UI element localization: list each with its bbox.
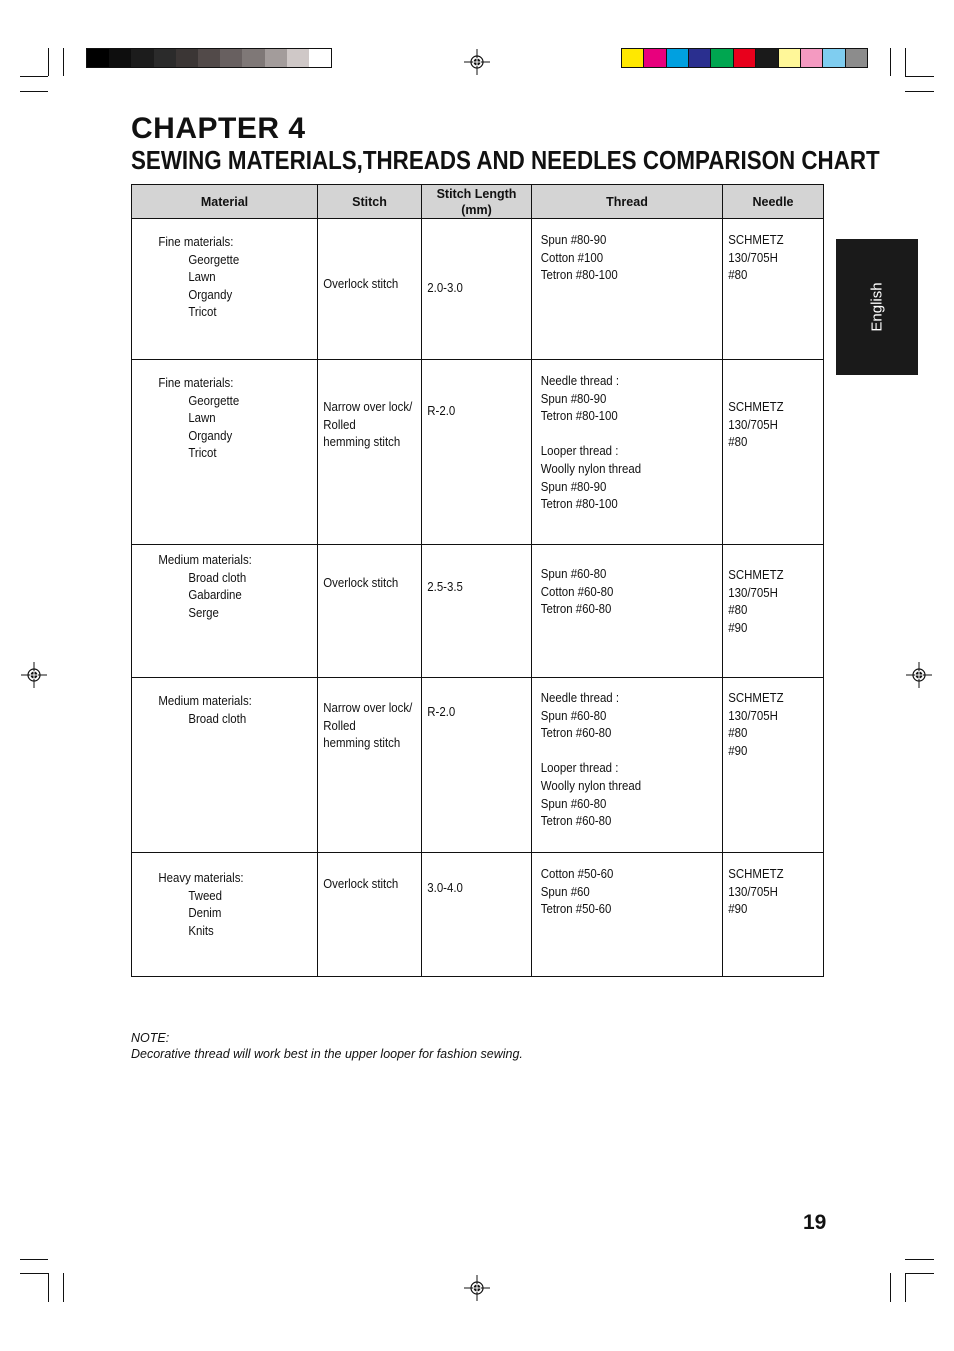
material-cell (132, 219, 318, 360)
note (131, 1030, 523, 1062)
material-cell (132, 678, 318, 853)
needle-cell (723, 545, 824, 678)
registration-target-icon (906, 662, 932, 688)
material-name: Tricot (188, 304, 217, 320)
thread-line: Needle thread : (540, 690, 620, 705)
stitch-line: Rolled (323, 717, 356, 733)
crop-mark (905, 1273, 934, 1274)
thread-cell (532, 853, 723, 977)
needle-line: #80 (728, 602, 748, 618)
stitch-line: Narrow over lock/ (323, 700, 413, 715)
note-text: Decorative thread will work best in the upper looper for fashion sewing. (131, 1047, 523, 1061)
material-name: Tricot (188, 445, 217, 461)
header-stitch-length: Stitch Length (mm) (422, 185, 532, 219)
language-tab-label: English (868, 282, 886, 332)
thread-line (541, 742, 694, 760)
needle-line: SCHMETZ (728, 399, 784, 414)
material-category: Heavy materials: (158, 870, 244, 885)
table-header-row (132, 185, 824, 219)
crop-mark (63, 1273, 64, 1302)
thread-line: Cotton #100 (540, 249, 604, 265)
stitch-length-value: R-2.0 (427, 704, 456, 719)
crop-mark (905, 76, 934, 77)
color-calibration-strip (621, 48, 868, 68)
needle-line: SCHMETZ (728, 866, 784, 881)
needle-line: #80 (728, 267, 748, 283)
language-tab (836, 239, 918, 375)
stitch-length-cell (422, 360, 532, 545)
crop-mark (20, 76, 48, 77)
needle-cell (723, 360, 824, 545)
material-name: Broad cloth (188, 569, 247, 585)
color-swatch (711, 49, 733, 67)
needle-line: 130/705H (728, 584, 778, 600)
needle-cell (723, 853, 824, 977)
page-title: SEWING MATERIALS,THREADS AND NEEDLES COMPARISON CHART (131, 145, 880, 175)
material-cell (132, 360, 318, 545)
stitch-line: Narrow over lock/ (323, 399, 413, 414)
material-name: Tweed (188, 887, 223, 903)
crop-mark (905, 1259, 934, 1260)
thread-line: Cotton #50-60 (540, 866, 614, 881)
material-name: Georgette (188, 251, 240, 267)
gray-swatch (131, 49, 153, 67)
color-swatch (622, 49, 644, 67)
color-swatch (801, 49, 823, 67)
thread-line: Tetron #60-80 (540, 601, 612, 617)
stitch-line: Overlock stitch (323, 276, 399, 291)
material-name: Serge (188, 604, 219, 620)
color-swatch (846, 49, 867, 67)
stitch-line: Overlock stitch (323, 876, 399, 891)
thread-line: Spun #80-90 (540, 390, 607, 406)
stitch-cell (318, 360, 422, 545)
stitch-line: Overlock stitch (323, 575, 399, 590)
thread-line: Spun #80-90 (540, 232, 607, 247)
stitch-length-cell (422, 219, 532, 360)
material-name: Lawn (188, 269, 216, 285)
needle-line: #80 (728, 434, 748, 450)
page-number: 19 (803, 1211, 827, 1234)
needle-line: 130/705H (728, 249, 778, 265)
thread-line: Needle thread : (540, 373, 620, 388)
thread-line: Looper thread : (540, 443, 619, 459)
needle-line: #90 (728, 742, 748, 758)
header-needle: Needle (723, 185, 824, 219)
stitch-length-value: 2.5-3.5 (427, 579, 463, 594)
crop-mark (63, 48, 64, 76)
stitch-cell (318, 219, 422, 360)
color-swatch (689, 49, 711, 67)
crop-mark (890, 1273, 891, 1302)
table-row (132, 219, 824, 360)
note-label: NOTE: (131, 1031, 170, 1045)
color-swatch (779, 49, 801, 67)
material-name: Broad cloth (188, 710, 247, 726)
crop-mark (905, 91, 934, 92)
grayscale-calibration-strip (86, 48, 332, 68)
material-category: Medium materials: (158, 693, 252, 708)
comparison-table (131, 184, 824, 977)
needle-line: SCHMETZ (728, 232, 784, 247)
material-name: Organdy (188, 427, 233, 443)
needle-line: SCHMETZ (728, 567, 784, 582)
thread-line: Woolly nylon thread (540, 777, 642, 793)
gray-swatch (198, 49, 220, 67)
registration-target-icon (21, 662, 47, 688)
crop-mark (905, 48, 906, 76)
crop-mark (890, 48, 891, 76)
color-swatch (644, 49, 666, 67)
gray-swatch (109, 49, 131, 67)
thread-line: Spun #60-80 (540, 795, 607, 811)
chapter-heading: CHAPTER 4 (131, 112, 306, 145)
thread-line: Spun #60-80 (540, 707, 607, 723)
thread-line: Tetron #60-80 (540, 725, 612, 741)
crop-mark (48, 1273, 49, 1302)
crop-mark (20, 91, 48, 92)
stitch-length-value: 2.0-3.0 (427, 280, 463, 295)
thread-line: Tetron #60-80 (540, 813, 612, 829)
material-name: Denim (188, 905, 222, 921)
gray-swatch (309, 49, 331, 67)
needle-line: 130/705H (728, 883, 778, 899)
gray-swatch (242, 49, 264, 67)
material-name: Lawn (188, 410, 216, 426)
thread-line: Spun #60-80 (540, 566, 607, 581)
thread-line: Spun #80-90 (540, 478, 607, 494)
thread-cell (532, 360, 723, 545)
stitch-length-cell (422, 545, 532, 678)
stitch-length-cell (422, 853, 532, 977)
needle-line: 130/705H (728, 416, 778, 432)
material-cell (132, 545, 318, 678)
thread-line: Tetron #80-100 (540, 267, 618, 283)
material-category: Medium materials: (158, 552, 252, 567)
crop-mark (48, 48, 49, 76)
registration-target-icon (464, 1275, 490, 1301)
gray-swatch (87, 49, 109, 67)
thread-line: Cotton #60-80 (540, 583, 614, 599)
thread-line: Spun #60 (540, 883, 590, 899)
material-cell (132, 853, 318, 977)
thread-line: Tetron #80-100 (540, 496, 618, 512)
thread-line: Tetron #50-60 (540, 901, 612, 917)
crop-mark (905, 1273, 906, 1302)
registration-target-icon (464, 49, 490, 75)
material-category: Fine materials: (158, 375, 234, 390)
table-row (132, 853, 824, 977)
thread-cell (532, 678, 723, 853)
needle-line: 130/705H (728, 707, 778, 723)
thread-line: Looper thread : (540, 760, 619, 776)
thread-line: Tetron #80-100 (540, 408, 618, 424)
stitch-line: hemming stitch (323, 735, 401, 751)
thread-cell (532, 545, 723, 678)
needle-line: #90 (728, 619, 748, 635)
material-name: Gabardine (188, 587, 242, 603)
gray-swatch (265, 49, 287, 67)
thread-cell (532, 219, 723, 360)
gray-swatch (154, 49, 176, 67)
gray-swatch (287, 49, 309, 67)
stitch-cell (318, 853, 422, 977)
stitch-line: hemming stitch (323, 434, 401, 450)
header-material: Material (132, 185, 318, 219)
crop-mark (20, 1259, 48, 1260)
header-stitch: Stitch (318, 185, 422, 219)
table-row (132, 360, 824, 545)
thread-line (541, 425, 694, 443)
gray-swatch (220, 49, 242, 67)
color-swatch (756, 49, 778, 67)
header-thread: Thread (532, 185, 723, 219)
color-swatch (734, 49, 756, 67)
material-name: Organdy (188, 286, 233, 302)
needle-cell (723, 678, 824, 853)
needle-line: SCHMETZ (728, 690, 784, 705)
needle-cell (723, 219, 824, 360)
table-row (132, 545, 824, 678)
gray-swatch (176, 49, 198, 67)
material-name: Knits (188, 922, 214, 938)
stitch-cell (318, 678, 422, 853)
stitch-length-cell (422, 678, 532, 853)
stitch-length-value: R-2.0 (427, 403, 456, 418)
stitch-length-value: 3.0-4.0 (427, 880, 463, 895)
thread-line: Woolly nylon thread (540, 460, 642, 476)
material-name: Georgette (188, 392, 240, 408)
needle-line: #80 (728, 725, 748, 741)
crop-mark (20, 1273, 48, 1274)
color-swatch (823, 49, 845, 67)
material-category: Fine materials: (158, 234, 234, 249)
stitch-line: Rolled (323, 416, 356, 432)
stitch-cell (318, 545, 422, 678)
needle-line: #90 (728, 901, 748, 917)
color-swatch (667, 49, 689, 67)
table-row (132, 678, 824, 853)
